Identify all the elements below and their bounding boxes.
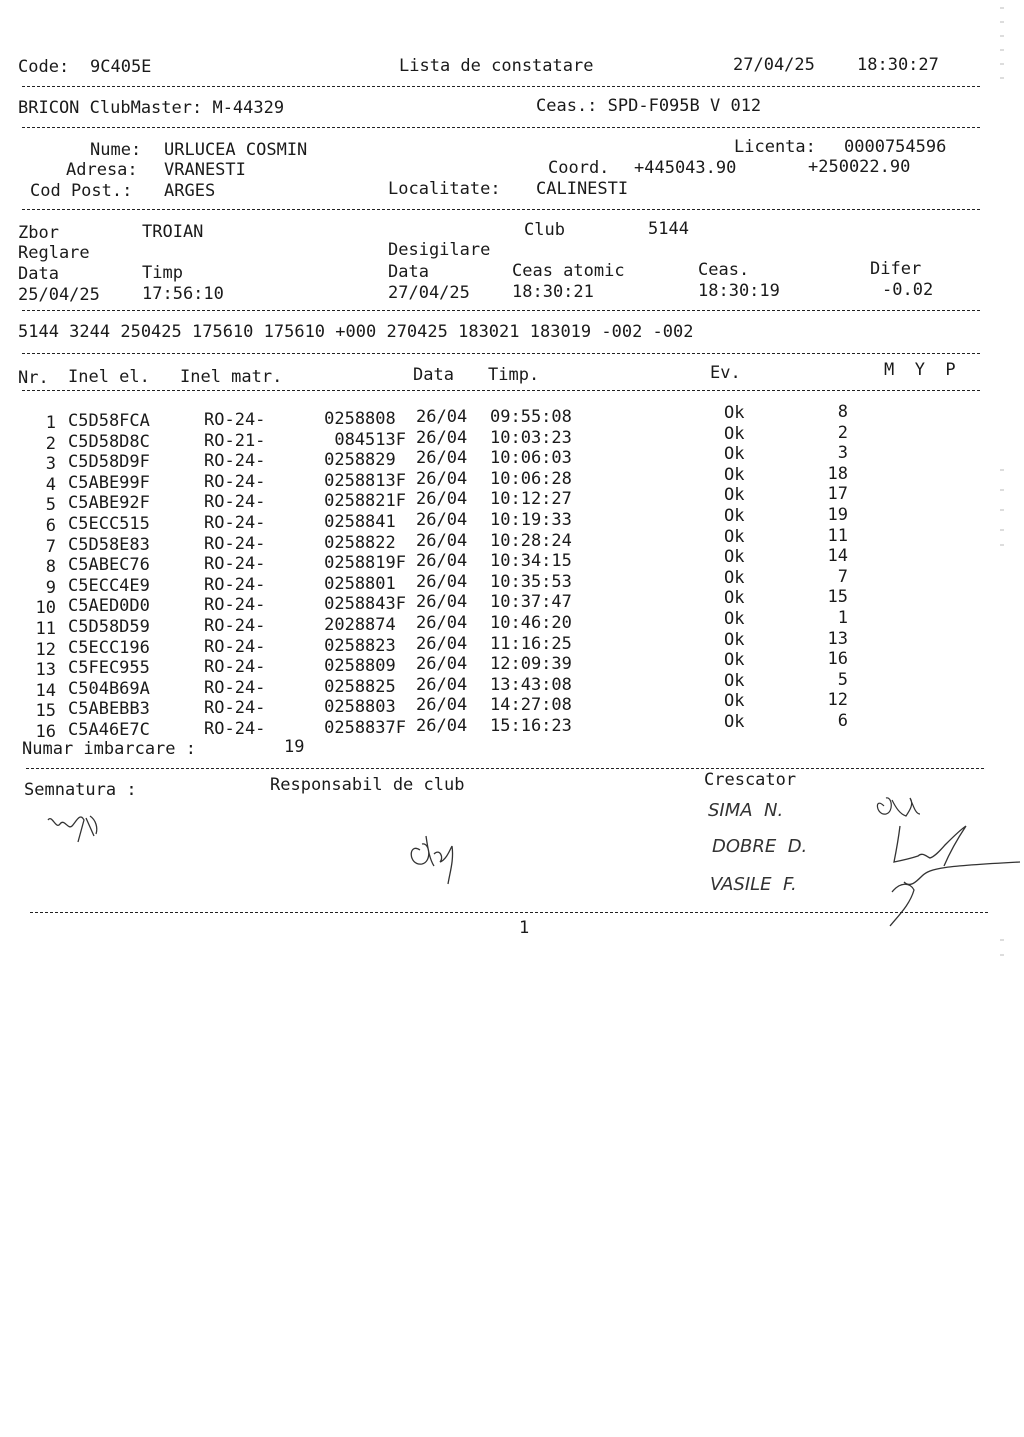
table-row <box>0 690 1024 722</box>
codpost-label: Cod Post.: <box>30 181 133 201</box>
event-status: Ok <box>724 670 745 691</box>
position-m: 18 <box>827 463 848 484</box>
event-status: Ok <box>724 464 745 485</box>
table-row <box>0 422 1024 454</box>
arrival-date: 26/04 <box>416 489 468 510</box>
crescator-name-1: SIMA N. <box>708 800 784 821</box>
table-row <box>0 711 1024 742</box>
divider <box>22 86 980 87</box>
position-m: 3 <box>837 443 848 464</box>
licenta-label: Licenta: <box>734 137 816 157</box>
event-status: Ok <box>724 567 745 588</box>
ring-electronic: C5D58D59 <box>68 617 150 637</box>
ring-number: 0258823 <box>324 635 406 656</box>
ring-prefix: RO-24- <box>204 595 266 616</box>
arrival-time: 15:16:23 <box>490 716 572 736</box>
ring-electronic: C5ABE99F <box>68 472 150 493</box>
crescator-name-3: VASILE F. <box>710 874 797 895</box>
club-label: Club <box>524 220 565 240</box>
event-status: Ok <box>724 485 745 506</box>
ring-electronic: C5D58D8C <box>68 431 150 452</box>
arrival-date: 26/04 <box>416 633 468 654</box>
nume-label: Nume: <box>90 140 142 160</box>
divider <box>22 390 980 391</box>
row-number: 3 <box>45 454 56 475</box>
arrival-time: 10:37:47 <box>490 592 572 613</box>
arrival-time: 10:03:23 <box>490 427 572 448</box>
ceas-atomic-value: 18:30:21 <box>512 282 594 302</box>
row-number: 16 <box>35 722 56 742</box>
ring-number: 0258821F <box>324 491 406 512</box>
responsabil-signature <box>400 820 480 890</box>
ring-prefix: RO-24- <box>204 719 266 739</box>
reglare-label: Reglare <box>18 243 90 263</box>
event-status: Ok <box>724 712 745 732</box>
col-data: Data <box>413 365 454 385</box>
arrival-date: 26/04 <box>416 510 468 530</box>
arrival-date: 26/04 <box>416 427 468 448</box>
localitate-label: Localitate: <box>388 179 501 199</box>
ring-number: 0258809 <box>324 656 406 677</box>
document-title: Lista de constatare <box>399 56 594 76</box>
ring-number: 0258808 <box>324 409 406 429</box>
ring-number: 0258801 <box>324 573 406 594</box>
reglare-data-label: Data <box>18 264 59 284</box>
header-date: 27/04/25 <box>733 55 815 75</box>
position-m: 13 <box>827 628 848 649</box>
ring-number: 0258813F <box>324 470 406 491</box>
position-m: 6 <box>837 711 848 731</box>
imbarcare-label: Numar imbarcare : <box>22 739 196 759</box>
arrival-date: 26/04 <box>416 695 468 716</box>
desigilare-label: Desigilare <box>388 240 491 260</box>
row-number: 4 <box>45 474 56 495</box>
arrival-date: 26/04 <box>416 448 468 469</box>
row-number: 13 <box>35 660 56 681</box>
event-status: Ok <box>724 526 745 547</box>
licenta-value: 0000754596 <box>844 137 947 157</box>
system-name: BRICON ClubMaster: M-44329 <box>18 98 285 118</box>
ring-number: 2028874 <box>324 615 406 635</box>
zbor-label: Zbor <box>18 223 59 243</box>
divider <box>22 310 980 311</box>
scanner-edge-marks <box>998 0 1006 1437</box>
row-number: 14 <box>35 680 56 701</box>
row-number: 11 <box>35 619 56 639</box>
ring-electronic: C5ABE92F <box>68 493 150 514</box>
ring-electronic: C5AED0D0 <box>68 596 150 617</box>
arrival-time: 10:06:28 <box>490 468 572 489</box>
coord-lon: +250022.90 <box>808 157 911 177</box>
ring-number: 0258822 <box>324 532 406 553</box>
desig-data: 27/04/25 <box>388 283 470 303</box>
row-number: 10 <box>35 598 56 619</box>
ring-number: 0258837F <box>324 718 406 738</box>
ring-electronic: C5D58D9F <box>68 452 150 473</box>
zbor-value: TROIAN <box>142 222 204 242</box>
ring-prefix: RO-24- <box>204 533 266 554</box>
adresa-value: VRANESTI <box>164 160 246 180</box>
ceas-label: Ceas. <box>698 260 750 280</box>
ring-prefix: RO-24- <box>204 616 266 636</box>
arrival-time: 10:46:20 <box>490 613 572 633</box>
ring-prefix: RO-21- <box>204 430 266 451</box>
position-m: 15 <box>827 587 848 608</box>
position-m: 5 <box>837 669 848 690</box>
table-row <box>0 649 1024 681</box>
col-timp: Timp. <box>488 365 540 385</box>
coord-lat: +445043.90 <box>634 158 737 178</box>
ring-electronic: C504B69A <box>68 678 150 699</box>
col-nr: Nr. <box>18 368 49 388</box>
position-m: 2 <box>837 422 848 443</box>
row-number: 15 <box>35 701 56 722</box>
divider <box>30 912 988 913</box>
row-number: 1 <box>45 413 56 433</box>
ring-prefix: RO-24- <box>204 636 266 657</box>
col-ev: Ev. <box>710 363 741 383</box>
row-number: 7 <box>45 536 56 557</box>
arrival-date: 26/04 <box>416 674 468 695</box>
event-status: Ok <box>724 629 745 650</box>
header-time: 18:30:27 <box>857 55 939 75</box>
arrival-time: 10:28:24 <box>490 530 572 551</box>
row-number: 8 <box>45 557 56 578</box>
arrival-time: 10:12:27 <box>490 489 572 510</box>
arrival-time: 09:55:08 <box>490 407 572 427</box>
coord-label: Coord. <box>548 158 610 178</box>
difer-label: Difer <box>870 259 922 279</box>
arrival-date: 26/04 <box>416 654 468 675</box>
arrival-time: 13:43:08 <box>490 674 572 695</box>
ring-electronic: C5D58E83 <box>68 534 150 555</box>
event-status: Ok <box>724 650 745 671</box>
adresa-label: Adresa: <box>66 160 138 180</box>
position-m: 7 <box>837 566 848 587</box>
arrival-date: 26/04 <box>416 468 468 489</box>
desig-data-label: Data <box>388 262 429 282</box>
arrival-date: 26/04 <box>416 551 468 572</box>
row-number: 6 <box>45 516 56 536</box>
arrival-time: 12:09:39 <box>490 654 572 675</box>
arrival-time: 11:16:25 <box>490 633 572 654</box>
ring-electronic: C5FEC955 <box>68 658 150 679</box>
ring-prefix: RO-24- <box>204 574 266 595</box>
col-inel-matr: Inel matr. <box>180 367 283 387</box>
table-row <box>0 546 1024 578</box>
difer-value: -0.02 <box>882 280 934 300</box>
codpost-value: ARGES <box>164 181 216 201</box>
arrival-time: 10:19:33 <box>490 510 572 530</box>
arrival-time: 10:06:03 <box>490 448 572 469</box>
responsabil-label: Responsabil de club <box>270 775 465 795</box>
col-inel-el: Inel el. <box>68 367 150 387</box>
crescator-label: Crescator <box>704 770 797 790</box>
arrival-date: 26/04 <box>416 530 468 551</box>
ring-number: 0258841 <box>324 512 406 532</box>
nume-value: URLUCEA COSMIN <box>164 140 308 160</box>
crescator-name-2: DOBRE D. <box>712 836 808 857</box>
ring-electronic: C5ECC515 <box>68 514 150 534</box>
table-row <box>0 587 1024 619</box>
reglare-data: 25/04/25 <box>18 285 100 305</box>
ring-electronic: C5ABEC76 <box>68 555 150 576</box>
ring-prefix: RO-24- <box>204 554 266 575</box>
event-status: Ok <box>724 506 745 526</box>
club-value: 5144 <box>648 219 689 239</box>
event-status: Ok <box>724 403 745 423</box>
divider <box>22 209 980 210</box>
event-status: Ok <box>724 609 745 629</box>
ring-prefix: RO-24- <box>204 677 266 698</box>
arrival-date: 26/04 <box>416 613 468 633</box>
ring-prefix: RO-24- <box>204 698 266 719</box>
ring-electronic: C5D58FCA <box>68 411 150 431</box>
position-m: 8 <box>837 402 848 422</box>
ring-electronic: C5A46E7C <box>68 720 150 740</box>
arrival-date: 26/04 <box>416 592 468 613</box>
clock-id: Ceas.: SPD-F095B V 012 <box>536 96 762 116</box>
position-m: 19 <box>827 505 848 525</box>
position-m: 17 <box>827 484 848 505</box>
position-m: 16 <box>827 649 848 670</box>
position-m: 12 <box>827 690 848 711</box>
ceas-atomic-label: Ceas atomic <box>512 261 625 281</box>
imbarcare-value: 19 <box>284 737 305 757</box>
arrival-date: 26/04 <box>416 571 468 592</box>
semnatura-signature <box>40 800 120 850</box>
arrival-time: 14:27:08 <box>490 695 572 716</box>
ring-number: 0258825 <box>324 676 406 697</box>
arrival-date: 26/04 <box>416 716 468 736</box>
position-m: 1 <box>837 608 848 628</box>
ring-number: 0258803 <box>324 697 406 718</box>
ring-prefix: RO-24- <box>204 657 266 678</box>
ring-prefix: RO-24- <box>204 492 266 513</box>
code-value: 9C405E <box>90 57 152 77</box>
ring-prefix: RO-24- <box>204 410 266 430</box>
divider <box>26 768 984 769</box>
row-number: 9 <box>45 577 56 598</box>
position-m: 14 <box>827 546 848 567</box>
reglare-timp: 17:56:10 <box>142 284 224 304</box>
page-number: 1 <box>519 918 530 938</box>
event-status: Ok <box>724 444 745 465</box>
event-status: Ok <box>724 423 745 444</box>
table-row <box>0 402 1024 433</box>
col-myp: M Y P <box>884 360 956 380</box>
reglare-timp-label: Timp <box>142 263 183 283</box>
event-status: Ok <box>724 547 745 568</box>
ceas-value: 18:30:19 <box>698 281 780 301</box>
position-m: 11 <box>827 525 848 546</box>
code-label: Code: <box>18 57 70 77</box>
arrival-date: 26/04 <box>416 407 468 427</box>
ring-number: 0258843F <box>324 594 406 615</box>
ring-number: 084513F <box>334 429 406 450</box>
ring-electronic: C5ECC196 <box>68 637 150 658</box>
divider <box>22 127 980 128</box>
row-number: 2 <box>45 433 56 454</box>
ring-prefix: RO-24- <box>204 471 266 492</box>
localitate-value: CALINESTI <box>536 179 629 199</box>
event-status: Ok <box>724 691 745 712</box>
row-number: 12 <box>35 639 56 660</box>
row-number: 5 <box>45 495 56 516</box>
ring-number: 0258829 <box>324 450 406 471</box>
arrival-time: 10:34:15 <box>490 551 572 572</box>
divider <box>22 353 980 354</box>
arrival-time: 10:35:53 <box>490 571 572 592</box>
ring-prefix: RO-24- <box>204 513 266 533</box>
ring-prefix: RO-24- <box>204 451 266 472</box>
ring-number: 0258819F <box>324 553 406 574</box>
summary-code-line: 5144 3244 250425 175610 175610 +000 270425 183021 183019 -002 -002 <box>18 322 694 342</box>
ring-electronic: C5ECC4E9 <box>68 575 150 596</box>
event-status: Ok <box>724 588 745 609</box>
table-row <box>0 628 1024 660</box>
ring-electronic: C5ABEBB3 <box>68 699 150 720</box>
semnatura-label: Semnatura : <box>24 780 137 800</box>
